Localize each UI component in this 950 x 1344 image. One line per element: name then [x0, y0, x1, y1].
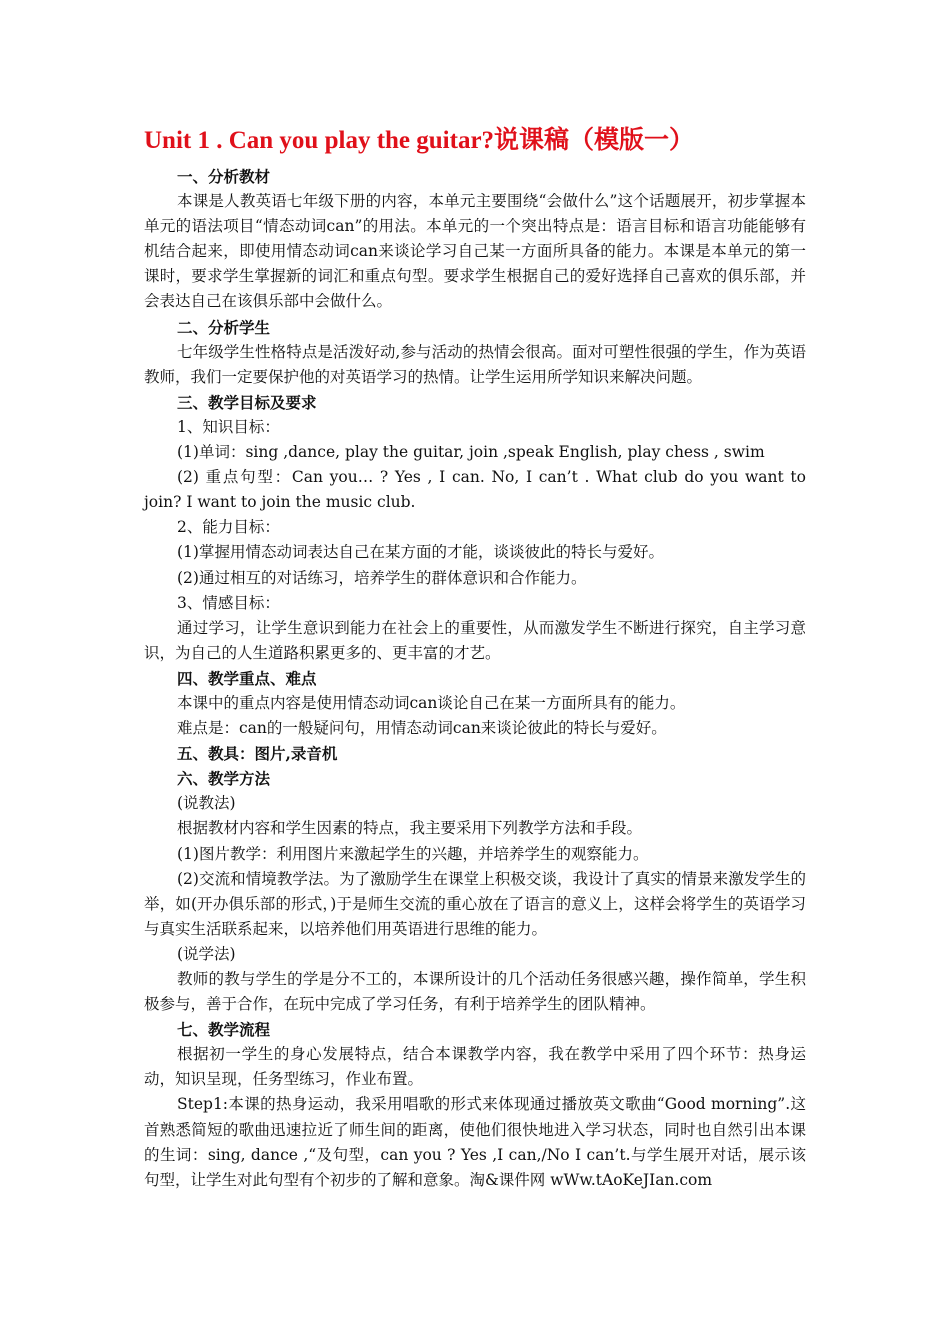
ability-goal-title: 2、能力目标：	[177, 518, 280, 537]
teaching-method-label: (说教法)	[177, 794, 236, 813]
learning-method-body: 教师的教与学生的学是分不工的，本课所设计的几个活动任务很感兴趣，操作简单，学生积极参与，善于合作，在玩中完成了学习任务，有利于培养学生的团队精神。	[144, 970, 806, 1014]
ability-goal-2: (2)通过相互的对话练习，培养学生的群体意识和合作能力。	[177, 568, 587, 587]
document-body	[144, 164, 806, 1193]
emotion-goal-body: 通过学习，让学生意识到能力在社会上的重要性，从而激发学生不断进行探究，自主学习意识，为自己的人生道路积累更多的、更丰富的才艺。	[144, 618, 806, 662]
section-heading-objectives: 三、教学目标及要求	[177, 392, 317, 412]
method-pictures: (1)图片教学：利用图片来激起学生的兴趣，并培养学生的观察能力。	[177, 844, 649, 863]
section-heading-teaching-aids: 五、教具：图片,录音机	[177, 744, 338, 764]
key-point-paragraph: 本课中的重点内容是使用情态动词can谈论自己在某一方面所具有的能力。	[177, 693, 686, 712]
section-heading-procedure: 七、教学流程	[177, 1020, 271, 1040]
paragraph-analysis-material: 本课是人教英语七年级下册的内容，本单元主要围绕“会做什么”这个话题展开，初步掌握本单元的语法项目“情态动词can”的用法。本单元的一个突出特点是：语言目标和语言功能能够有机结合起来，即使用情态动词can来谈论学习自己某一方面所具备的能力。本课是本单元的第一课时，要求学生掌握新的词汇和重点句型。要求学生根据自己的爱好选择自己喜欢的俱乐部，并会表达自己在该俱乐部中会做什么。	[144, 192, 806, 311]
section-heading-analysis-material: 一、分析教材	[177, 167, 271, 186]
method-situational: (2)交流和情境教学法。为了激励学生在课堂上积极交谈，我设计了真实的情景来激发学生的举，如(开办俱乐部的形式，)于是师生交流的重心放在了语言的意义上，这样会将学生的英语学习与真实生活联系起来，以培养他们用英语进行思维的能力。	[144, 869, 806, 938]
procedure-step1: Step1:本课的热身运动，我采用唱歌的形式来体现通过播放英文歌曲“Good morning”.这首熟悉简短的歌曲迅速拉近了师生间的距离，使他们很快地进入学习状态，同时也自然引出本课的生词：sing, dance ,“及句型，can you ? Yes ,I can,/No I can’t.与学生展开对话，展示该句型，让学生对此句型有个初步的了解和意象。淘&课件网 wWw.tAoKeJIan.com	[144, 1095, 806, 1189]
procedure-intro: 根据初一学生的身心发展特点，结合本课教学内容，我在教学中采用了四个环节：热身运动，知识呈现，任务型练习，作业布置。	[144, 1045, 806, 1089]
section-heading-analysis-students: 二、分析学生	[177, 317, 271, 337]
knowledge-goal-vocabulary: (1)单词：sing ,dance, play the guitar, join ,speak English, play chess , swim	[177, 443, 765, 462]
difficult-point-paragraph: 难点是：can的一般疑问句，用情态动词can来谈论彼此的特长与爱好。	[177, 719, 667, 738]
methods-intro: 根据教材内容和学生因素的特点，我主要采用下列教学方法和手段。	[177, 819, 643, 838]
knowledge-goal-title: 1、知识目标：	[177, 417, 280, 436]
section-heading-methods: 六、教学方法	[177, 769, 271, 789]
emotion-goal-title: 3、情感目标：	[177, 593, 280, 612]
section-heading-key-points: 四、教学重点、难点	[177, 668, 317, 688]
paragraph-analysis-students: 七年级学生性格特点是活泼好动,参与活动的热情会很高。面对可塑性很强的学生，作为英语教师，我们一定要保护他的对英语学习的热情。让学生运用所学知识来解决问题。	[144, 342, 806, 386]
ability-goal-1: (1)掌握用情态动词表达自己在某方面的才能，谈谈彼此的特长与爱好。	[177, 543, 664, 562]
knowledge-goal-sentences: (2) 重点句型：Can you… ? Yes , I can. No, I can’t . What club do you want to join? I want to join the music club.	[144, 468, 806, 512]
learning-method-label: (说学法)	[177, 944, 236, 963]
document-title: Unit 1 . Can you play the guitar?说课稿（模版一）	[144, 127, 695, 154]
